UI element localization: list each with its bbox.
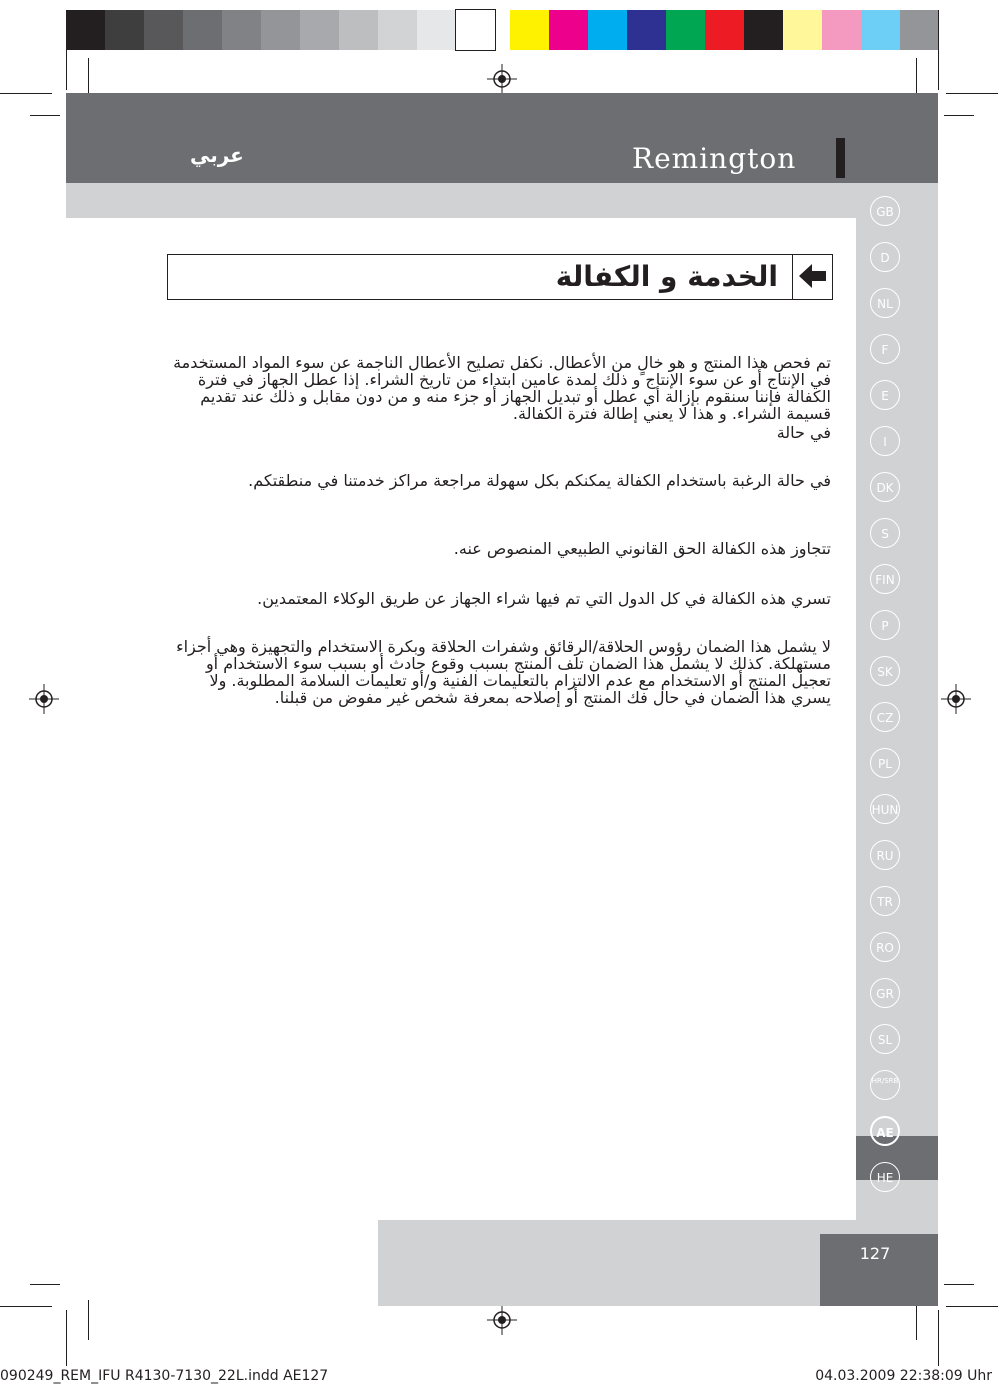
- section-arrow-box: [792, 254, 833, 300]
- process-color-swatch: [666, 10, 705, 50]
- grayscale-swatch: [339, 10, 378, 50]
- crop-mark: [66, 1310, 67, 1366]
- process-color-swatch: [900, 10, 939, 50]
- language-tab-p: P: [870, 610, 900, 640]
- process-color-swatch: [822, 10, 861, 50]
- process-color-swatch: [744, 10, 783, 50]
- language-tab-ru: RU: [870, 840, 900, 870]
- crop-mark: [916, 1300, 917, 1340]
- warranty-paragraph-3: تتجاوز هذه الكفالة الحق القانوني الطبيعي المنصوص عنه.: [453, 539, 831, 558]
- crop-mark: [30, 115, 60, 116]
- language-tab-he: HE: [870, 1162, 900, 1192]
- grayscale-swatch: [222, 10, 261, 50]
- grayscale-swatch: [66, 10, 105, 50]
- print-slug-timestamp: 04.03.2009 22:38:09 Uhr: [815, 1368, 992, 1384]
- process-color-swatch: [588, 10, 627, 50]
- language-tab-f: F: [870, 334, 900, 364]
- crop-mark: [0, 1306, 52, 1307]
- registration-target-icon: [29, 684, 59, 714]
- process-color-swatch: [861, 10, 900, 50]
- crop-mark: [0, 93, 52, 94]
- grayscale-swatch: [456, 10, 495, 50]
- language-tab-sk: SK: [870, 656, 900, 686]
- crop-mark: [66, 10, 67, 90]
- language-tab-sl: SL: [870, 1024, 900, 1054]
- language-tab-tr: TR: [870, 886, 900, 916]
- warranty-paragraph-1b: في حالة: [776, 423, 831, 442]
- registration-target-icon: [941, 684, 971, 714]
- language-tab-pl: PL: [870, 748, 900, 778]
- grayscale-swatch: [144, 10, 183, 50]
- language-tab-cz: CZ: [870, 702, 900, 732]
- grayscale-swatch: [105, 10, 144, 50]
- crop-mark: [946, 1306, 998, 1307]
- language-tab-hr-srb: HR/SRB: [870, 1070, 900, 1100]
- crop-mark: [944, 115, 974, 116]
- grayscale-swatch: [300, 10, 339, 50]
- page-number: 127: [859, 1244, 891, 1263]
- language-label: عربي: [190, 143, 244, 167]
- process-color-swatch: [627, 10, 666, 50]
- language-tab-gb: GB: [870, 196, 900, 226]
- language-tab-ro: RO: [870, 932, 900, 962]
- language-tab-hun: HUN: [870, 794, 900, 824]
- grayscale-swatch: [261, 10, 300, 50]
- language-tab-d: D: [870, 242, 900, 272]
- header-band: [66, 93, 938, 183]
- warranty-paragraph-5: لا يشمل هذا الضمان رؤوس الحلاقة/الرقائق وشفرات الحلاقة وبكرة الاستخدام والتجهيزة وهي أجزاء مستهلكة. كذلك لا يشمل هذا الضمان تلف المنتج بسبب وقوع حادث أو بسبب سوء الاستخدام أو تعجيل المنتج أو الاستخدام مع عدم الالتزام بالتعليمات الفنية و/أو تعليمات السلامة المطلوبة. ولا يسري هذا الضمان في حال فك المنتج أو إصلاحه بمعرفة شخص غير مفوض من قبلنا.: [176, 637, 831, 707]
- brand-logo: Remington: [632, 142, 797, 175]
- process-color-swatch: [510, 10, 549, 50]
- grayscale-swatch: [417, 10, 456, 50]
- language-tab-i: I: [870, 426, 900, 456]
- header-underband: [66, 183, 856, 218]
- crop-mark: [88, 1300, 89, 1340]
- process-color-swatch: [549, 10, 588, 50]
- crop-mark: [938, 1310, 939, 1366]
- language-tab-e: E: [870, 380, 900, 410]
- arrow-left-icon: [793, 254, 833, 298]
- language-tab-fin: FIN: [870, 564, 900, 594]
- brand-logo-bar: [836, 138, 845, 178]
- registration-target-icon: [487, 64, 517, 94]
- crop-mark: [938, 10, 939, 90]
- warranty-paragraph-2: في حالة الرغبة باستخدام الكفالة يمكنكم بكل سهولة مراجعة مراكز خدمتنا في منطقتكم.: [248, 471, 831, 490]
- grayscale-swatch: [378, 10, 417, 50]
- process-color-swatch: [783, 10, 822, 50]
- grayscale-swatch: [183, 10, 222, 50]
- language-tab-gr: GR: [870, 978, 900, 1008]
- print-slug-file: 090249_REM_IFU R4130-7130_22L.indd AE127: [0, 1368, 329, 1384]
- language-tab-dk: DK: [870, 472, 900, 502]
- language-tab-ae: AE: [870, 1116, 900, 1146]
- process-color-swatch: [705, 10, 744, 50]
- crop-mark: [30, 1284, 60, 1285]
- crop-mark: [944, 1284, 974, 1285]
- warranty-paragraph-4: تسري هذه الكفالة في كل الدول التي تم فيها شراء الجهاز عن طريق الوكلاء المعتمدين.: [257, 589, 831, 608]
- warranty-paragraph-1: تم فحص هذا المنتج و هو خالٍ من الأعطال. نكفل تصليح الأعطال الناجمة عن سوء المواد المستخدمة في الإنتاج أو عن سوء الإنتاج و ذلك لمدة عامين ابتداء من تاريخ الشراء. إذا عطل الجهاز في فترة الكفالة فإننا سنقوم بإزالة أي عطل أو تبديل الجهاز أو جزء منه و من دون مقابل و ذلك عند تقديم قسيمة الشراء. و هذا لا يعني إطالة فترة الكفالة.: [173, 353, 831, 423]
- section-title: الخدمة و الكفالة: [555, 260, 778, 293]
- language-tab-column: [856, 183, 938, 1220]
- registration-target-icon: [487, 1305, 517, 1335]
- language-tab-s: S: [870, 518, 900, 548]
- crop-mark: [946, 93, 998, 94]
- language-tab-nl: NL: [870, 288, 900, 318]
